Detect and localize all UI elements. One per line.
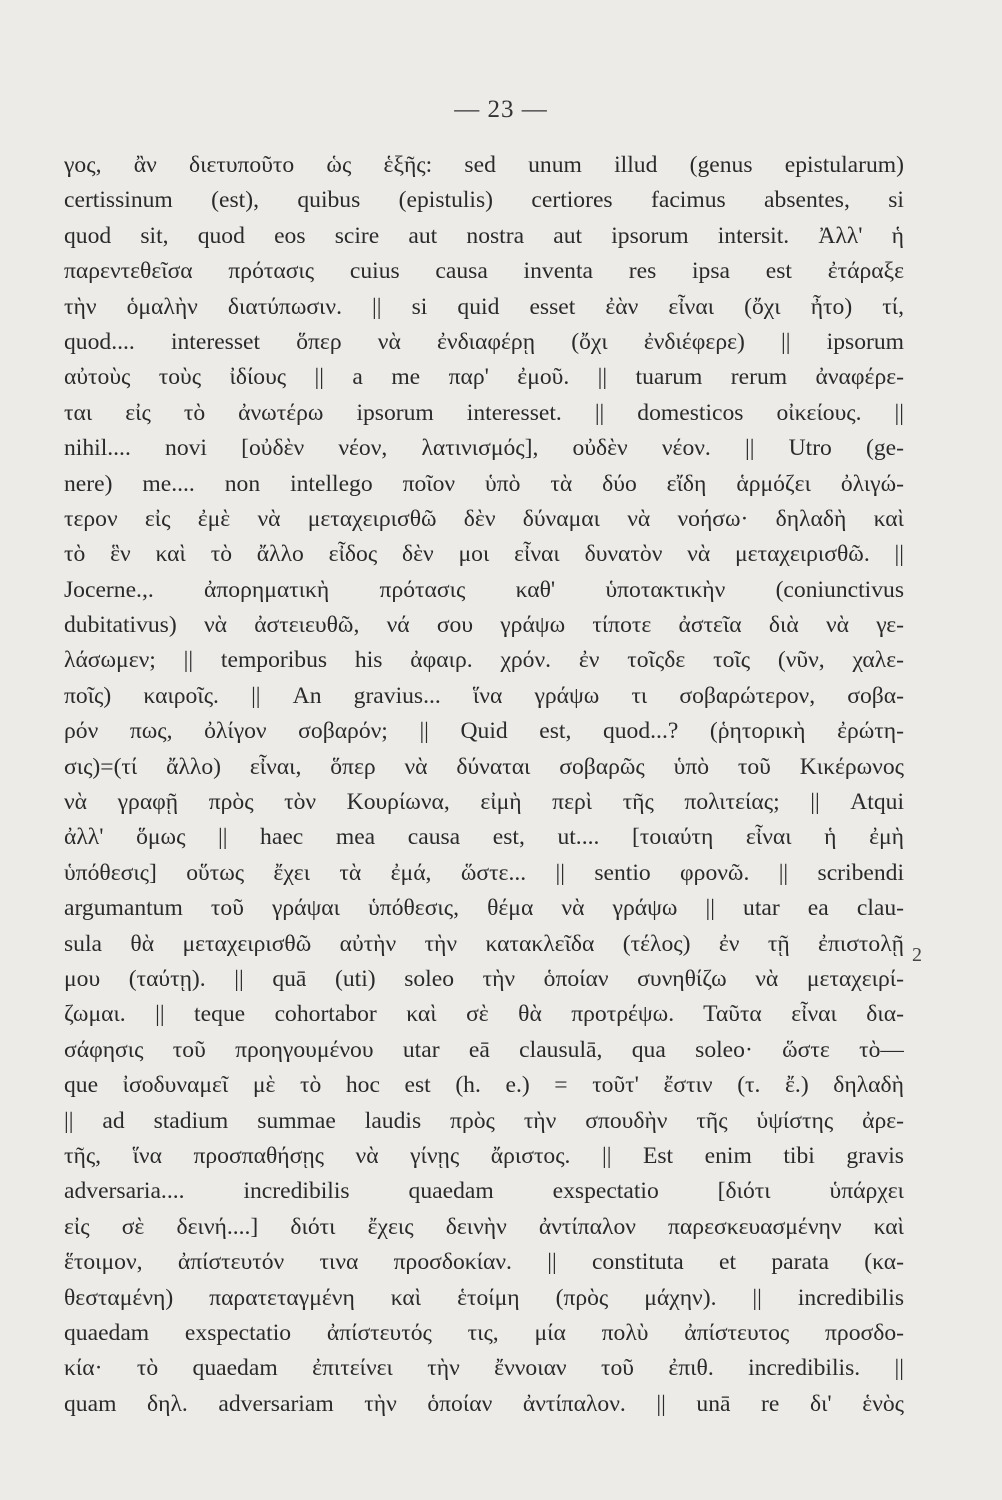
text-line: ἀλλ' ὅμως || haec mea causa est, ut.... [τοιαύτη εἶναι ἡ ἐμὴ — [64, 824, 904, 851]
text-line: adversaria.... incredibilis quaedam exspectatio [διότι ὑπάρχει — [64, 1178, 904, 1205]
text-line: quam δηλ. adversariam τὴν ὁποίαν ἀντίπαλον. || unā re δι' ἑνὸς — [64, 1390, 904, 1417]
text-line: ζωμαι. || teque cohortabor καὶ σὲ θὰ προτρέψω. Ταῦτα εἶναι δια- — [64, 1001, 904, 1028]
text-line: παρεντεθεῖσα πρότασις cuius causa inventa res ipsa est ἐτάραξε — [64, 258, 904, 285]
text-line: sula θὰ μεταχειρισθῶ αὐτὴν τὴν κατακλεῖδα (τέλος) ἐν τῇ ἐπιστολῇ — [64, 930, 904, 957]
text-line: ὑπόθεσις] οὕτως ἔχει τὰ ἐμά, ὥστε... || sentio φρονῶ. || scribendi — [64, 859, 904, 886]
text-line: μου (ταύτῃ). || quā (uti) soleo τὴν ὁποίαν συνηθίζω νὰ μεταχειρί- — [64, 965, 904, 992]
text-line: que ἰσοδυναμεῖ μὲ τὸ hoc est (h. e.) = τοῦτ' ἔστιν (τ. ἔ.) δηλαδὴ — [64, 1072, 904, 1099]
text-line: ἕτοιμον, ἀπίστευτόν τινα προσδοκίαν. || constituta et parata (κα- — [64, 1249, 904, 1276]
text-line: || ad stadium summae laudis πρὸς τὴν σπουδὴν τῆς ὑψίστης ἀρε- — [64, 1107, 904, 1134]
text-line: λάσωμεν; || temporibus his ἀφαιρ. χρόν. ἐν τοῖςδε τοῖς (νῦν, χαλε- — [64, 647, 904, 674]
text-line: σάφησις τοῦ προηγουμένου utar eā clausulā, qua soleo· ὥστε τὸ— — [64, 1036, 904, 1063]
text-line: nere) me.... non intellego ποῖον ὑπὸ τὰ δύο εἴδη ἁρμόζει ὀλιγώ- — [64, 470, 904, 497]
text-line: τὴν ὁμαλὴν διατύπωσιν. || si quid esset ἐὰν εἶναι (ὄχι ἦτο) τί, — [64, 293, 904, 320]
text-line: νὰ γραφῇ πρὸς τὸν Κουρίωνα, εἰμὴ περὶ τῆς πολιτείας; || Atqui — [64, 789, 904, 816]
page-number: — 23 — — [454, 96, 548, 123]
text-line: κία· τὸ quaedam ἐπιτείνει τὴν ἔννοιαν τοῦ ἐπιθ. incredibilis. || — [64, 1355, 904, 1382]
text-line: nihil.... novi [οὐδὲν νέον, λατινισμός], οὐδὲν νέον. || Utro (ge- — [64, 435, 904, 462]
text-line: ρόν πως, ὀλίγον σοβαρόν; || Quid est, quod...? (ῥητορικὴ ἐρώτη- — [64, 718, 904, 745]
text-line: dubitativus) νὰ ἀστειευθῶ, νά σου γράψω τίποτε ἀστεῖα διὰ νὰ γε- — [64, 612, 904, 639]
text-line: ποῖς) καιροῖς. || An gravius... ἵνα γράψω τι σοβαρώτερον, σοβα- — [64, 682, 904, 709]
text-line: αὐτοὺς τοὺς ἰδίους || a me παρ' ἐμοῦ. || tuarum rerum ἀναφέρε- — [64, 364, 904, 391]
text-line: τερον εἰς ἐμὲ νὰ μεταχειρισθῶ δὲν δύναμαι νὰ νοήσω· δηλαδὴ καὶ — [64, 505, 904, 532]
text-line: quaedam exspectatio ἀπίστευτός τις, μία πολὺ ἀπίστευτος προσδο- — [64, 1319, 904, 1346]
text-line: certissinum (est), quibus (epistulis) certiores facimus absentes, si — [64, 187, 904, 214]
text-line: γος, ἂν διετυποῦτο ὡς ἑξῆς: sed unum illud (genus epistularum) — [64, 152, 904, 178]
text-line: θεσταμένη) παρατεταγμένη καὶ ἑτοίμη (πρὸς μάχην). || incredibilis — [64, 1284, 904, 1311]
text-line: quod sit, quod eos scire aut nostra aut ipsorum intersit. Ἀλλ' ἡ — [64, 222, 904, 249]
margin-note: 2 — [912, 944, 922, 966]
text-line: argumantum τοῦ γράψαι ὑπόθεσις, θέμα νὰ γράψω || utar ea clau- — [64, 895, 904, 922]
text-line: σις)=(τί ἄλλο) εἶναι, ὅπερ νὰ δύναται σοβαρῶς ὑπὸ τοῦ Κικέρωνος — [64, 753, 904, 780]
text-line: εἰς σὲ δεινή....] διότι ἔχεις δεινὴν ἀντίπαλον παρεσκευασμένην καὶ — [64, 1213, 904, 1240]
text-line: quod.... interesset ὅπερ νὰ ἐνδιαφέρῃ (ὄχι ἐνδιέφερε) || ipsorum — [64, 328, 904, 355]
text-line: τὸ ἓν καὶ τὸ ἄλλο εἶδος δὲν μοι εἶναι δυνατὸν νὰ μεταχειρισθῶ. || — [64, 541, 904, 568]
text-line: τῆς, ἵνα προσπαθήσῃς νὰ γίνῃς ἄριστος. || Est enim tibi gravis — [64, 1142, 904, 1169]
commentary-text — [64, 148, 904, 1422]
text-line: ται εἰς τὸ ἀνωτέρω ipsorum interesset. || domesticos οἰκείους. || — [64, 399, 904, 426]
text-line: Jocerne.,. ἀπορηματικὴ πρότασις καθ' ὑποτακτικὴν (coniunctivus — [64, 576, 904, 603]
